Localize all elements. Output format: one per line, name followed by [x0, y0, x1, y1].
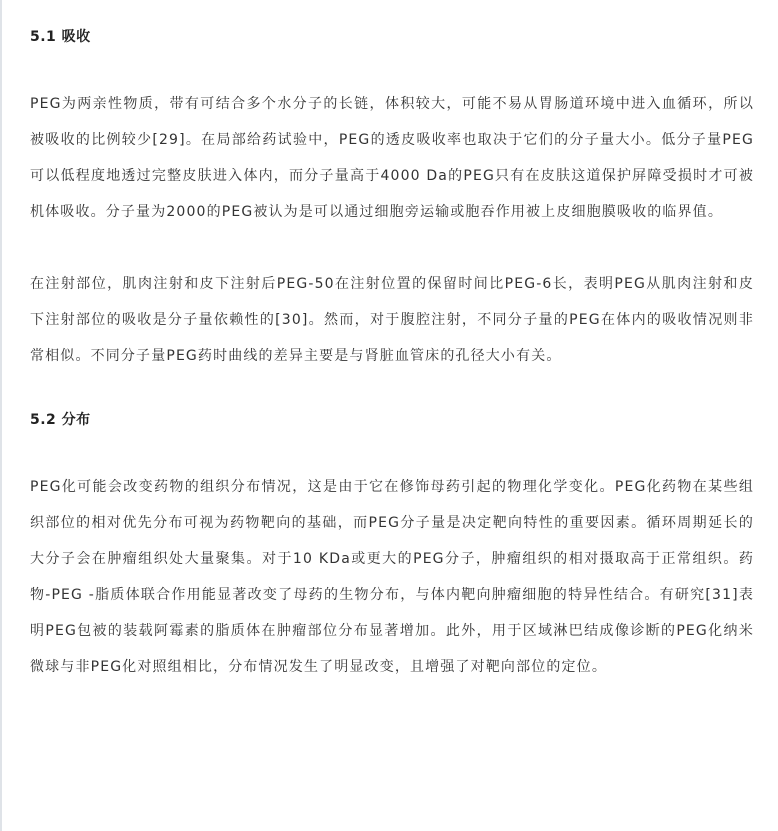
section-heading-distribution: 5.2 分布 — [30, 412, 91, 428]
left-border-rule — [0, 0, 2, 831]
paragraph-absorption-1: PEG为两亲性物质，带有可结合多个水分子的长链，体积较大，可能不易从胃肠道环境中进入血循环，所以被吸收的比例较少[29]。在局部给药试验中，PEG的透皮吸收率也取决于它们的分子量大小。低分子量PEG可以低程度地透过完整皮肤进入体内，而分子量高于4000 Da的PEG只有在皮肤这道保护屏障受损时才可被机体吸收。分子量为2000的PEG被认为是可以通过细胞旁运输或胞吞作用被上皮细胞膜吸收的临界值。 — [30, 96, 754, 220]
paragraph-distribution-1: PEG化可能会改变药物的组织分布情况，这是由于它在修饰母药引起的物理化学变化。PEG化药物在某些组织部位的相对优先分布可视为药物靶向的基础，而PEG分子量是决定靶向特性的重要因素。循环周期延长的大分子会在肿瘤组织处大量聚集。对于10 KDa或更大的PEG分子，肿瘤组织的相对摄取高于正常组织。药物-PEG -脂质体联合作用能显著改变了母药的生物分布，与体内靶向肿瘤细胞的特异性结合。有研究[31]表明PEG包被的装载阿霉素的脂质体在肿瘤部位分布显著增加。此外，用于区域淋巴结成像诊断的PEG化纳米微球与非PEG化对照组相比，分布情况发生了明显改变，且增强了对靶向部位的定位。 — [30, 479, 754, 675]
article-body — [30, 0, 754, 685]
paragraph-absorption-2: 在注射部位，肌肉注射和皮下注射后PEG-50在注射位置的保留时间比PEG-6长，表明PEG从肌肉注射和皮下注射部位的吸收是分子量依赖性的[30]。然而，对于腹腔注射，不同分子量的PEG在体内的吸收情况则非常相似。不同分子量PEG药时曲线的差异主要是与肾脏血管床的孔径大小有关。 — [30, 276, 754, 364]
section-heading-absorption: 5.1 吸收 — [30, 29, 91, 45]
section-spacer — [30, 374, 754, 410]
